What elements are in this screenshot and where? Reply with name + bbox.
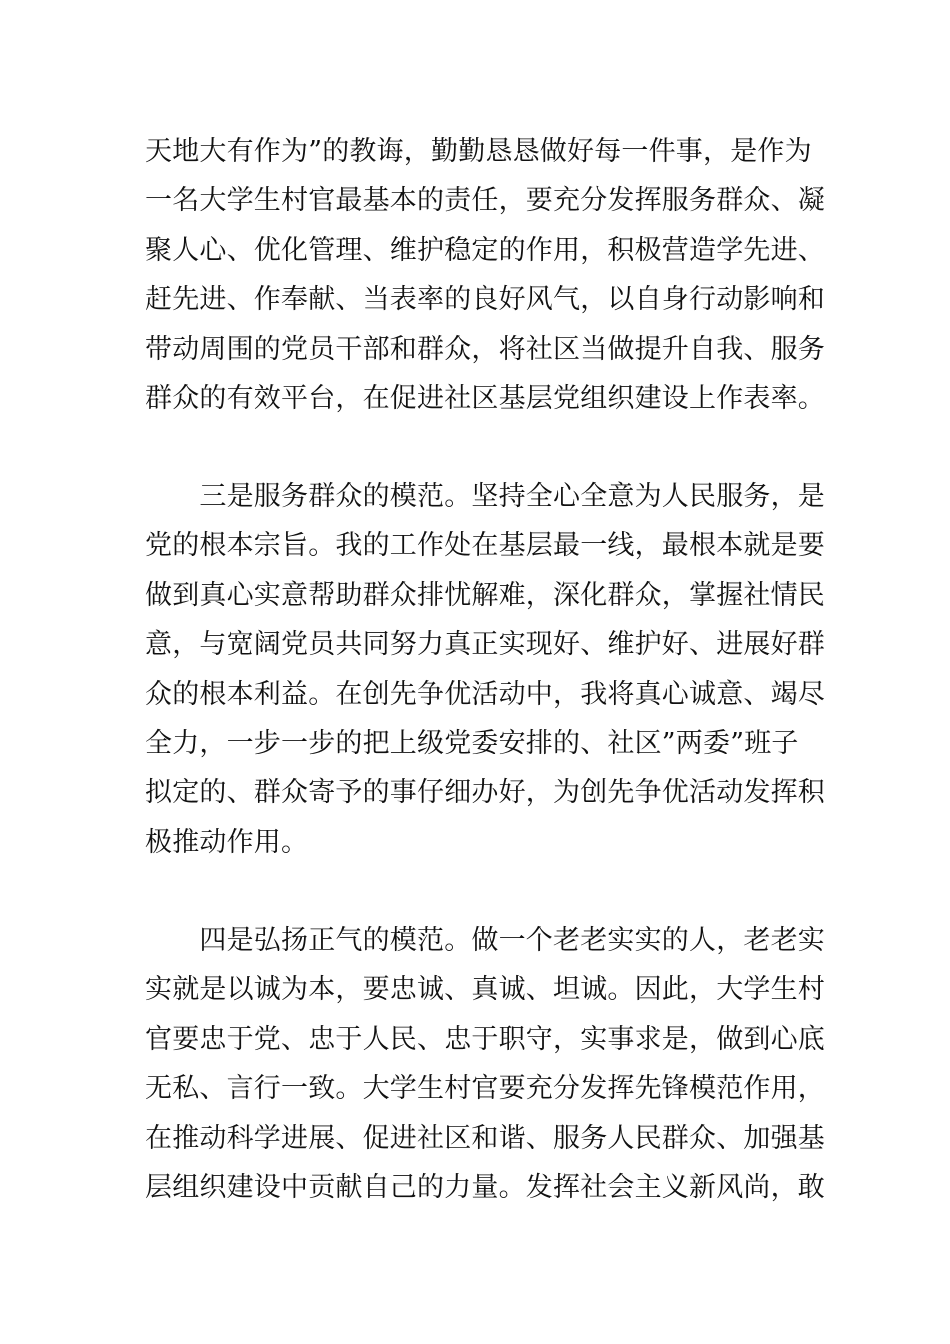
- text-line: 赶先进、作奉献、当表率的良好风气，以自身行动影响和: [145, 284, 825, 316]
- text-line: 众的根本利益。在创先争优活动中，我将真心诚意、竭尽: [145, 678, 825, 710]
- text-line: 拟定的、群众寄予的事仔细办好，为创先争优活动发挥积: [145, 777, 825, 809]
- text-line: 实就是以诚为本，要忠诚、真诚、坦诚。因此，大学生村: [145, 974, 825, 1006]
- text-line: 一名大学生村官最基本的责任，要充分发挥服务群众、凝: [145, 185, 825, 217]
- text-line: 层组织建设中贡献自己的力量。发挥社会主义新风尚，敢: [145, 1172, 825, 1204]
- text-line: 三是服务群众的模范。坚持全心全意为人民服务，是: [145, 481, 825, 512]
- text-line: 做到真心实意帮助群众排忧解难，深化群众，掌握社情民: [145, 579, 825, 611]
- text-line: 聚人心、优化管理、维护稳定的作用，积极营造学先进、: [145, 234, 825, 266]
- paragraph-serving-the-masses: [145, 472, 825, 867]
- text-line: 群众的有效平台，在促进社区基层党组织建设上作表率。: [145, 383, 825, 415]
- paragraph-continuation: [145, 127, 825, 423]
- text-line: 四是弘扬正气的模范。做一个老老实实的人，老老实: [145, 925, 825, 956]
- text-line: 官要忠于党、忠于人民、忠于职守，实事求是，做到心底: [145, 1023, 825, 1055]
- text-line: 极推动作用。: [145, 826, 309, 858]
- text-line: 在推动科学进展、促进社区和谐、服务人民群众、加强基: [145, 1122, 825, 1154]
- paragraph-promoting-integrity: [145, 916, 825, 1212]
- text-line: 党的根本宗旨。我的工作处在基层最一线，最根本就是要: [145, 530, 825, 562]
- text-line: 带动周围的党员干部和群众，将社区当做提升自我、服务: [145, 333, 825, 365]
- text-line: 意，与宽阔党员共同努力真正实现好、维护好、进展好群: [145, 629, 825, 661]
- text-line: 全力，一步一步的把上级党委安排的、社区”两委”班子: [145, 728, 799, 760]
- text-line: 天地大有作为”的教诲，勤勤恳恳做好每一件事，是作为: [145, 136, 812, 167]
- text-line: 无私、言行一致。大学生村官要充分发挥先锋模范作用，: [145, 1073, 825, 1105]
